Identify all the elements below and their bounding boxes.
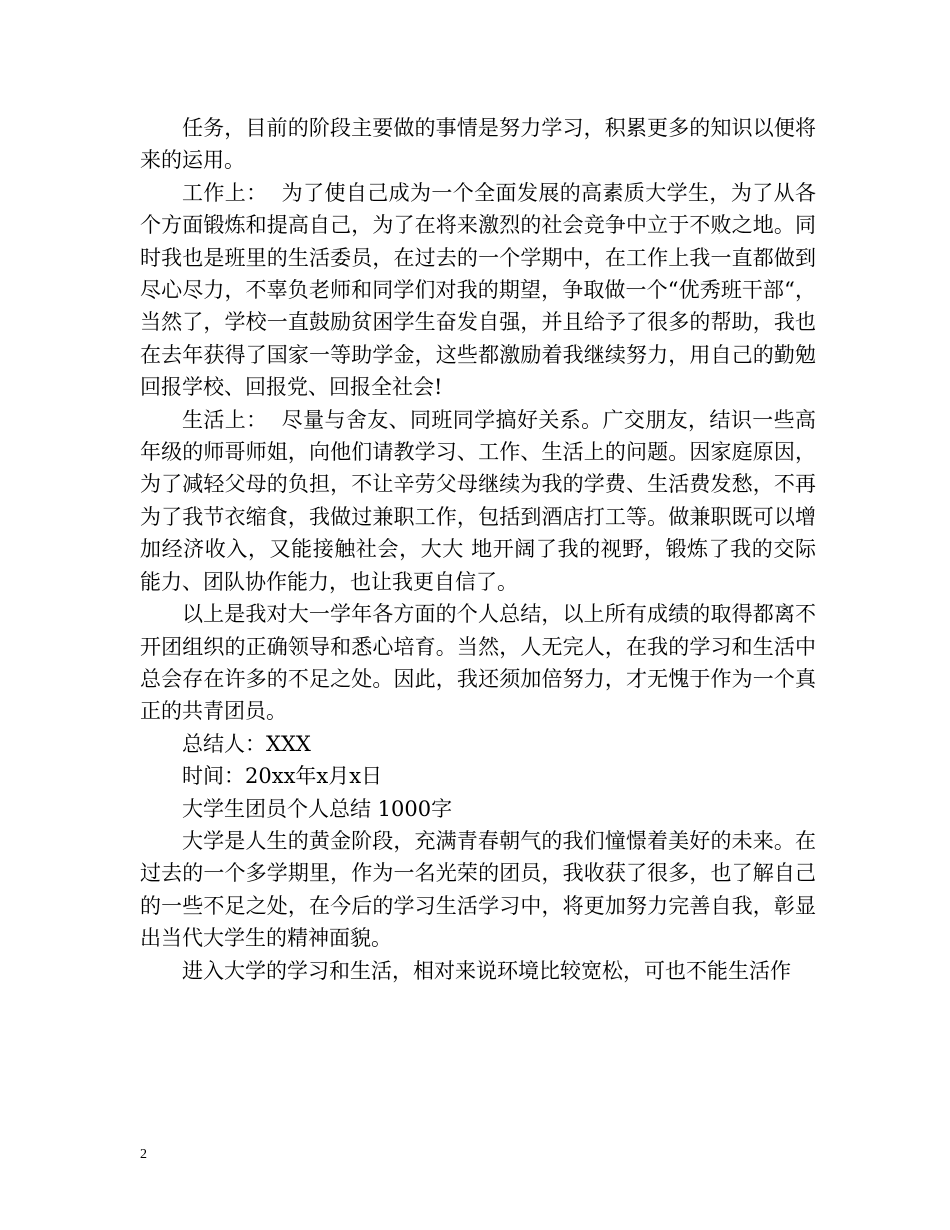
- paragraph-5: 总结人：XXX: [182, 731, 311, 756]
- page-number: 2: [140, 1147, 147, 1162]
- paragraph-4: 以上是我对大一学年各方面的个人总结，以上所有成绩的取得都离不开团组织的正确领导和悉心培育。当然，人无完人，在我的学习和生活中总会存在许多的不足之处。因此，我还须加倍努力，才无愧于作为一个真正的共青团员。: [140, 602, 816, 724]
- document-body: [140, 112, 816, 987]
- paragraph-2: 工作上： 为了使自己成为一个全面发展的高素质大学生，为了从各个方面锻炼和提高自己，为了在将来激烈的社会竞争中立于不败之地。同时我也是班里的生活委员，在过去的一个学期中，在工作上我一直都做到尽心尽力，不辜负老师和同学们对我的期望，争取做一个“优秀班干部“，当然了，学校一直鼓励贫困学生奋发自强，并且给予了很多的帮助，我也在去年获得了国家一等助学金，这些都激励着我继续努力，用自己的勤勉回报学校、回报党、回报全社会!: [140, 180, 816, 400]
- paragraph-3: 生活上： 尽量与舍友、同班同学搞好关系。广交朋友，结识一些高年级的师哥师姐，向他们请教学习、工作、生活上的问题。因家庭原因，为了减轻父母的负担，不让辛劳父母继续为我的学费、生活费发愁，不再为了我节衣缩食，我做过兼职工作，包括到酒店打工等。做兼职既可以增加经济收入，又能接触社会，大大 地开阔了我的视野，锻炼了我的交际能力、团队协作能力，也让我更自信了。: [140, 407, 816, 594]
- paragraph-9: 进入大学的学习和生活，相对来说环境比较宽松，可也不能生活作: [182, 958, 791, 983]
- paragraph-1: 任务，目前的阶段主要做的事情是努力学习，积累更多的知识以便将来的运用。: [140, 116, 816, 173]
- paragraph-8: 大学是人生的黄金阶段，充满青春朝气的我们憧憬着美好的未来。在过去的一个多学期里，作为一名光荣的团员，我收获了很多，也了解自己的一些不足之处，在今后的学习生活学习中，将更加努力完善自我，彰显出当代大学生的精神面貌。: [140, 828, 816, 951]
- paragraph-7: 大学生团员个人总结 1000字: [182, 796, 453, 821]
- paragraph-6: 时间：20xx年x月x日: [182, 764, 383, 789]
